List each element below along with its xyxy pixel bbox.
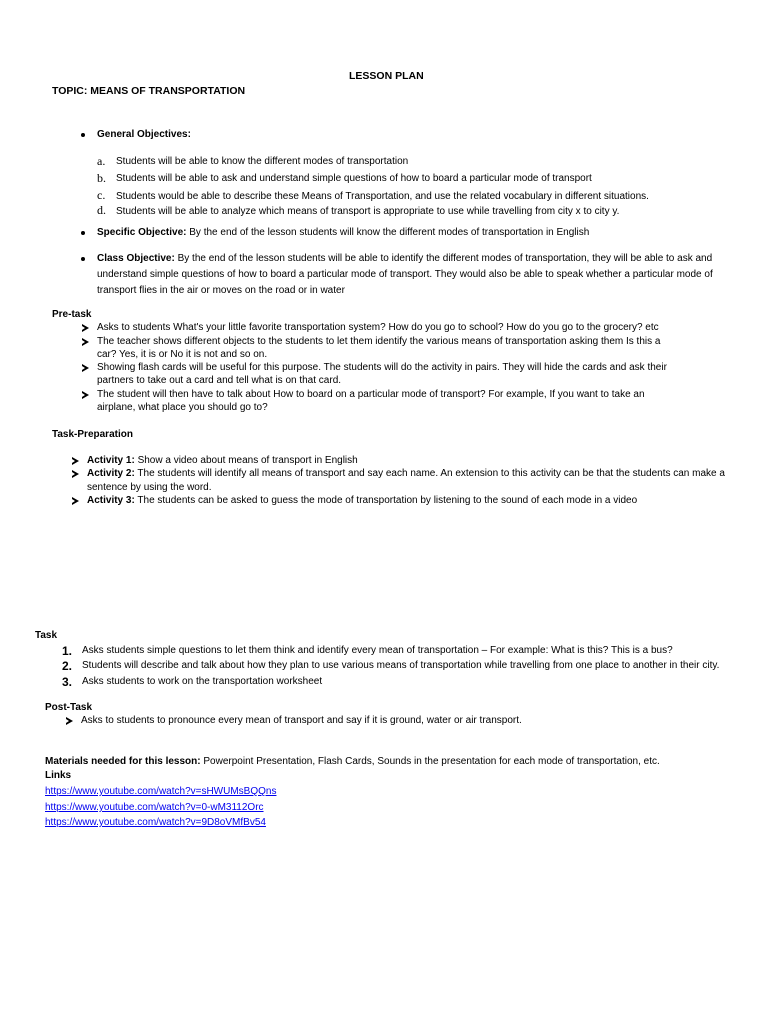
bullet-dot-icon <box>81 133 85 137</box>
taskprep-item <box>87 454 358 468</box>
specific-objective-label: Specific Objective: <box>97 227 187 238</box>
class-objective-text: transport flies in the air or moves on the road or in water <box>97 285 345 296</box>
pretask-item-cont: airplane, what place you should go to? <box>97 402 268 413</box>
list-marker: 2. <box>62 659 73 673</box>
taskprep-heading: Task-Preparation <box>52 429 133 440</box>
arrow-bullet-icon <box>82 324 89 332</box>
activity-text: Show a video about means of transport in English <box>134 455 358 466</box>
arrow-bullet-icon <box>82 364 89 372</box>
class-objective-text: By the end of the lesson students will be able to identify the different modes of transportation, they will be able to ask and <box>174 253 713 264</box>
youtube-link[interactable]: https://www.youtube.com/watch?v=0-wM3112Orc <box>45 802 264 813</box>
general-objectives-heading: General Objectives: <box>97 129 191 140</box>
pretask-item: Asks to students What's your little favorite transportation system? How do you go to school? How do you go to the grocery? etc <box>97 322 659 333</box>
posttask-heading: Post-Task <box>45 702 93 713</box>
activity-label: Activity 2: <box>87 468 135 479</box>
arrow-bullet-icon <box>72 470 79 478</box>
pretask-item: Showing flash cards will be useful for this purpose. The students will do the activity in pairs. They will hide the cards and ask their <box>97 362 667 373</box>
arrow-bullet-icon <box>82 338 89 346</box>
list-marker: b. <box>97 171 106 185</box>
pretask-item-cont: partners to take out a card and tell what is on that card. <box>97 375 342 386</box>
activity-text: The students can be asked to guess the mode of transportation by listening to the sound of each mode in a video <box>134 495 638 506</box>
bullet-dot-icon <box>81 231 85 235</box>
activity-label: Activity 1: <box>87 455 135 466</box>
pretask-item-cont: car? Yes, it is or No it is not and so on. <box>97 349 268 360</box>
list-marker: 3. <box>62 675 73 689</box>
activity-label: Activity 3: <box>87 495 135 506</box>
arrow-bullet-icon <box>66 717 73 725</box>
activity-text-cont: sentence by using the word. <box>87 482 212 493</box>
specific-objective <box>97 226 589 240</box>
bullet-dot-icon <box>81 257 85 261</box>
topic-heading: TOPIC: MEANS OF TRANSPORTATION <box>52 85 246 97</box>
list-marker: d. <box>97 203 106 217</box>
task-heading: Task <box>35 630 58 641</box>
list-marker: c. <box>97 188 106 202</box>
task-item: Students will describe and talk about how they plan to use various means of transportation while travelling from one place to another in their city. <box>82 660 720 671</box>
document-title: LESSON PLAN <box>349 70 424 82</box>
activity-text: The students will identify all means of transport and say each name. An extension to this activity can be that the students can make a <box>134 468 725 479</box>
taskprep-item <box>87 494 637 508</box>
specific-objective-text: By the end of the lesson students will know the different modes of transportation in English <box>186 227 590 238</box>
arrow-bullet-icon <box>72 457 79 465</box>
materials-text: Powerpoint Presentation, Flash Cards, Sounds in the presentation for each mode of transportation, etc. <box>200 756 660 767</box>
class-objective <box>97 252 712 266</box>
general-objective-item: Students will be able to know the different modes of transportation <box>116 156 409 167</box>
class-objective-text: understand simple questions of how to board a particular mode of transport. They would also be able to speak whether a particular mode of <box>97 269 713 280</box>
general-objective-item: Students will be able to analyze which means of transport is appropriate to use while travelling from city x to city y. <box>116 206 620 217</box>
pretask-heading: Pre-task <box>52 309 92 320</box>
general-objective-item: Students would be able to describe these Means of Transportation, and use the related vocabulary in different situations. <box>116 191 649 202</box>
youtube-link[interactable]: https://www.youtube.com/watch?v=9D8oVMfBv54 <box>45 817 266 828</box>
taskprep-item <box>87 467 725 481</box>
task-item: Asks students to work on the transportation worksheet <box>82 676 323 687</box>
arrow-bullet-icon <box>72 497 79 505</box>
links-heading: Links <box>45 770 72 781</box>
list-marker: 1. <box>62 644 73 658</box>
general-objective-item: Students will be able to ask and understand simple questions of how to board a particular mode of transport <box>116 173 592 184</box>
pretask-item: The student will then have to talk about How to board on a particular mode of transport? For example, If you want to take an <box>97 389 645 400</box>
materials-line <box>45 755 660 769</box>
pretask-item: The teacher shows different objects to the students to let them identify the various means of transportation asking them Is this a <box>97 336 661 347</box>
youtube-link[interactable]: https://www.youtube.com/watch?v=sHWUMsBQQns <box>45 786 277 797</box>
materials-label: Materials needed for this lesson: <box>45 756 201 767</box>
posttask-item: Asks to students to pronounce every mean of transport and say if it is ground, water or air transport. <box>81 715 522 726</box>
task-item: Asks students simple questions to let them think and identify every mean of transportation – For example: What is this? This is a bus? <box>82 645 673 656</box>
class-objective-label: Class Objective: <box>97 253 175 264</box>
list-marker: a. <box>97 154 106 168</box>
arrow-bullet-icon <box>82 391 89 399</box>
